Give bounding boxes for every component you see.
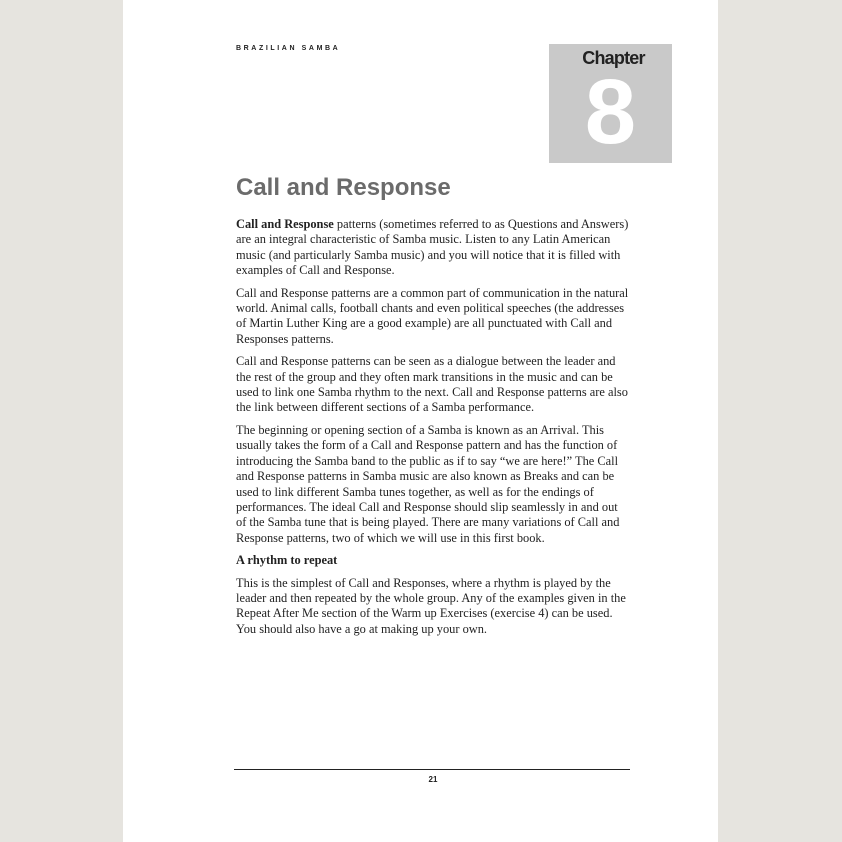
paragraph-1 xyxy=(236,217,631,279)
chapter-badge xyxy=(549,44,672,163)
paragraph-2: Call and Response patterns are a common part of communication in the natural world. Animal calls, football chants and even political speeches (the addresses of Martin Luther King are a good example) are all punctuated with Call and Responses patterns. xyxy=(236,285,629,346)
section-paragraph: This is the simplest of Call and Responses, where a rhythm is played by the leader and then repeated by the whole group. Any of the examples given in the Repeat After Me section of the Warm up Exercises (exercise 4) can be used. You should also have a go at making up your own. xyxy=(236,575,626,636)
book-page xyxy=(123,0,718,842)
body-text xyxy=(236,217,631,644)
paragraph-lead-term: Call and Response xyxy=(236,217,334,231)
chapter-label: Chapter xyxy=(582,48,645,68)
chapter-number: 8 xyxy=(584,61,637,163)
footer-rule xyxy=(234,769,630,770)
paragraph-3: Call and Response patterns can be seen as a dialogue between the leader and the rest of the group and they often mark transitions in the music and can be used to link one Samba rhythm to the next. Call and Response patterns are also the link between different sections of a Samba performance. xyxy=(236,354,628,415)
section-rhythm-to-repeat xyxy=(236,553,631,637)
page-number: 21 xyxy=(428,775,438,784)
paragraph-4: The beginning or opening section of a Samba is known as an Arrival. This usually takes the form of a Call and Response pattern and has the function of introducing the Samba band to the public as if to say “we are here!” The Call and Response patterns in Samba music are also known as Breaks and can be used to link different Samba tunes together, as well as for the endings of performances. The ideal Call and Response should slip seamlessly in and out of the Samba tune that is being played. There are many variations of Call and Response patterns, two of which we will use in this first book. xyxy=(236,422,620,545)
section-heading: A rhythm to repeat xyxy=(236,553,338,568)
paragraph-1-text: patterns (sometimes referred to as Questions and Answers) are an integral characteristic of Samba music. Listen to any Latin American music (and particularly Samba music) and you will notice that it is filled with examples of Call and Response. xyxy=(236,217,629,278)
chapter-title: Call and Response xyxy=(236,174,451,201)
running-head: BRAZILIAN SAMBA xyxy=(236,45,341,52)
